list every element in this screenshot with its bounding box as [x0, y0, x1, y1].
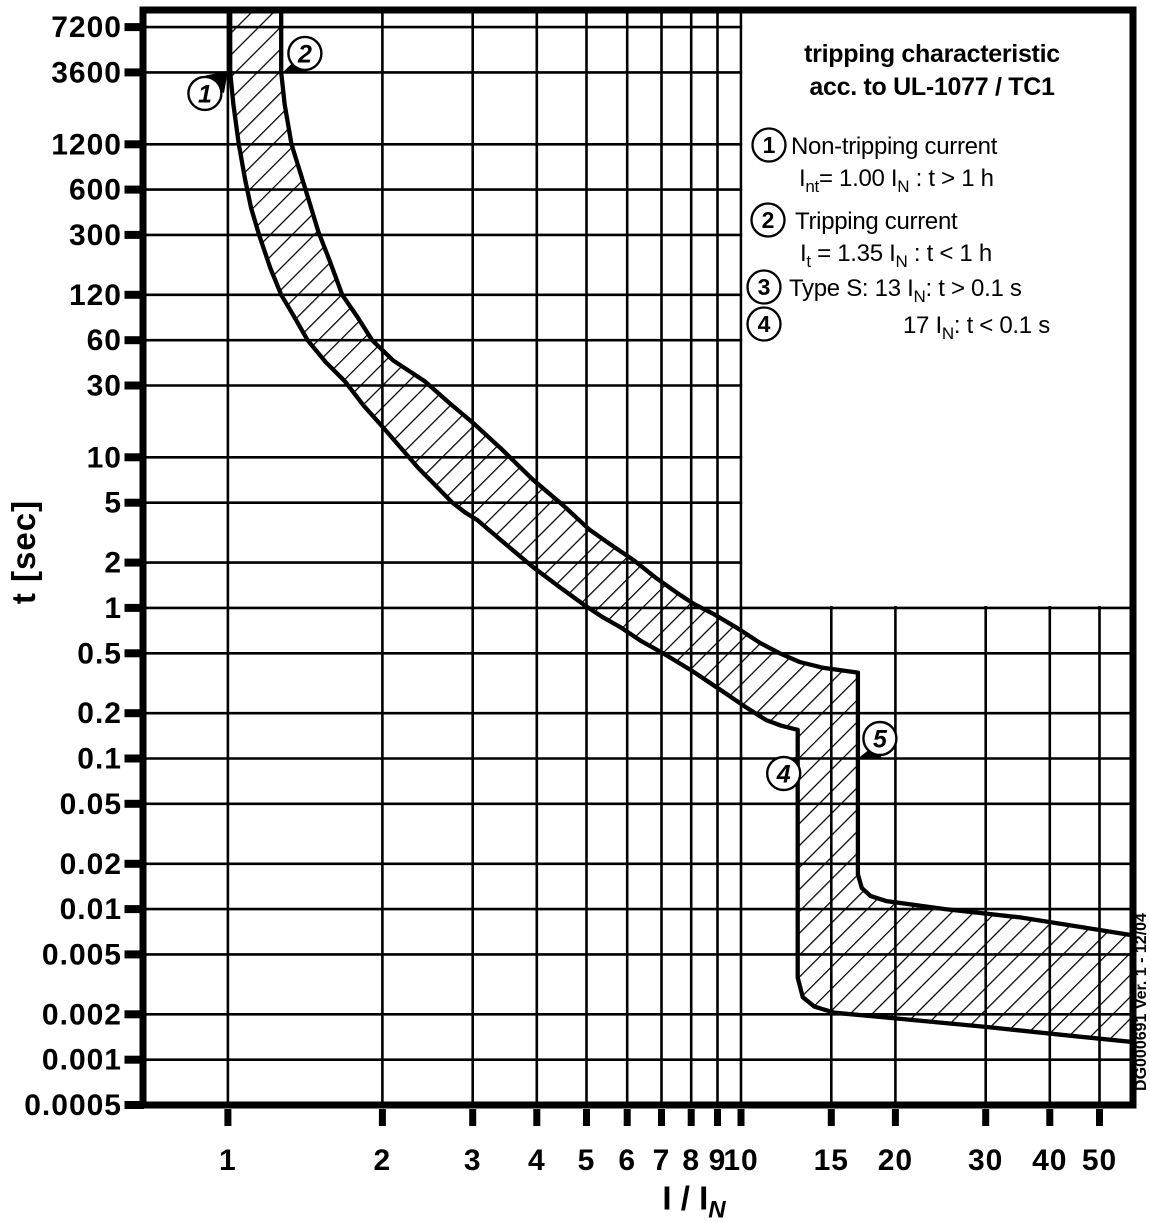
y-tick-label: 1 — [104, 591, 122, 625]
y-tick-label: 7200 — [51, 11, 122, 45]
y-tick-label: 1200 — [51, 128, 122, 162]
marker-number: 5 — [872, 725, 887, 754]
x-tick-label: 30 — [968, 1144, 1004, 1177]
legend-title — [804, 38, 1060, 104]
marker-number: 2 — [297, 40, 312, 69]
legend-title-line1: tripping characteristic — [804, 40, 1060, 68]
y-tick-label: 0.01 — [59, 893, 122, 927]
legend-item-3 — [748, 271, 1022, 307]
x-tick-label: 10 — [723, 1144, 759, 1177]
legend-item-text: $I_t = 1.35$ $I_N$ : t < 1 h — [800, 240, 992, 271]
y-tick-label: 10 — [86, 441, 122, 475]
x-axis-title-subscript: N — [708, 1196, 726, 1223]
x-tick-label: 50 — [1081, 1144, 1118, 1177]
x-axis-title-main: I / I — [662, 1179, 709, 1217]
y-tick-label: 0.001 — [41, 1043, 122, 1077]
x-axis-title — [662, 1180, 725, 1223]
curve-marker-4 — [767, 757, 800, 791]
legend-item-number: 2 — [761, 207, 775, 233]
x-tick-label: 20 — [877, 1144, 914, 1177]
y-tick-label: 5 — [104, 486, 122, 520]
y-tick-label: 300 — [68, 218, 122, 252]
legend-item-number: 4 — [757, 311, 771, 337]
document-stamp: DG000691 Ver. 1 - 12/04 — [1133, 913, 1150, 1091]
y-tick-label: 0.05 — [59, 787, 122, 821]
y-tick-label: 0.02 — [59, 847, 122, 881]
y-tick-label: 0.2 — [77, 697, 122, 731]
y-tick-label: 0.005 — [41, 938, 122, 972]
x-tick-label: 3 — [463, 1144, 482, 1177]
x-tick-label: 4 — [527, 1144, 546, 1177]
marker-number: 1 — [197, 80, 212, 109]
x-tick-label: 15 — [813, 1144, 849, 1177]
y-tick-label: 120 — [68, 278, 122, 312]
x-tick-label: 5 — [577, 1144, 596, 1177]
y-tick-label: 30 — [86, 369, 122, 403]
legend-title-line2: acc. to UL-1077 / TC1 — [809, 73, 1055, 101]
y-tick-label: 2 — [104, 546, 122, 580]
legend-item-text: Type S: 13 $I_N$: t > 0.1 s — [789, 275, 1022, 306]
y-tick-label: 600 — [68, 173, 122, 207]
legend-item-number: 3 — [757, 274, 771, 300]
y-tick-label: 0.1 — [77, 742, 122, 776]
x-tick-label: 40 — [1032, 1144, 1068, 1177]
y-tick-label: 60 — [86, 324, 122, 358]
y-tick-label: 0.5 — [77, 637, 122, 671]
x-tick-label: 9 — [708, 1144, 727, 1177]
x-tick-label: 1 — [219, 1144, 237, 1177]
marker-number: 4 — [776, 760, 791, 789]
legend-item-text: Tripping current — [795, 208, 958, 235]
y-tick-label: 0.0005 — [24, 1089, 122, 1122]
x-tick-label: 7 — [652, 1144, 671, 1177]
legend-item-text: 17 $I_N$: t < 0.1 s — [903, 312, 1050, 343]
x-tick-label: 6 — [618, 1144, 637, 1177]
legend-item-text: $I_{nt}= 1.00$ $I_N$ : t > 1 h — [799, 165, 994, 196]
x-tick-label: 2 — [373, 1144, 392, 1177]
y-tick-label: 0.002 — [41, 998, 122, 1032]
legend-item-number: 1 — [762, 132, 776, 158]
x-tick-label: 8 — [682, 1144, 701, 1177]
legend-item-text: Non-tripping current — [791, 133, 998, 160]
y-axis-title: t [sec] — [5, 499, 42, 605]
y-tick-label: 3600 — [51, 56, 122, 90]
